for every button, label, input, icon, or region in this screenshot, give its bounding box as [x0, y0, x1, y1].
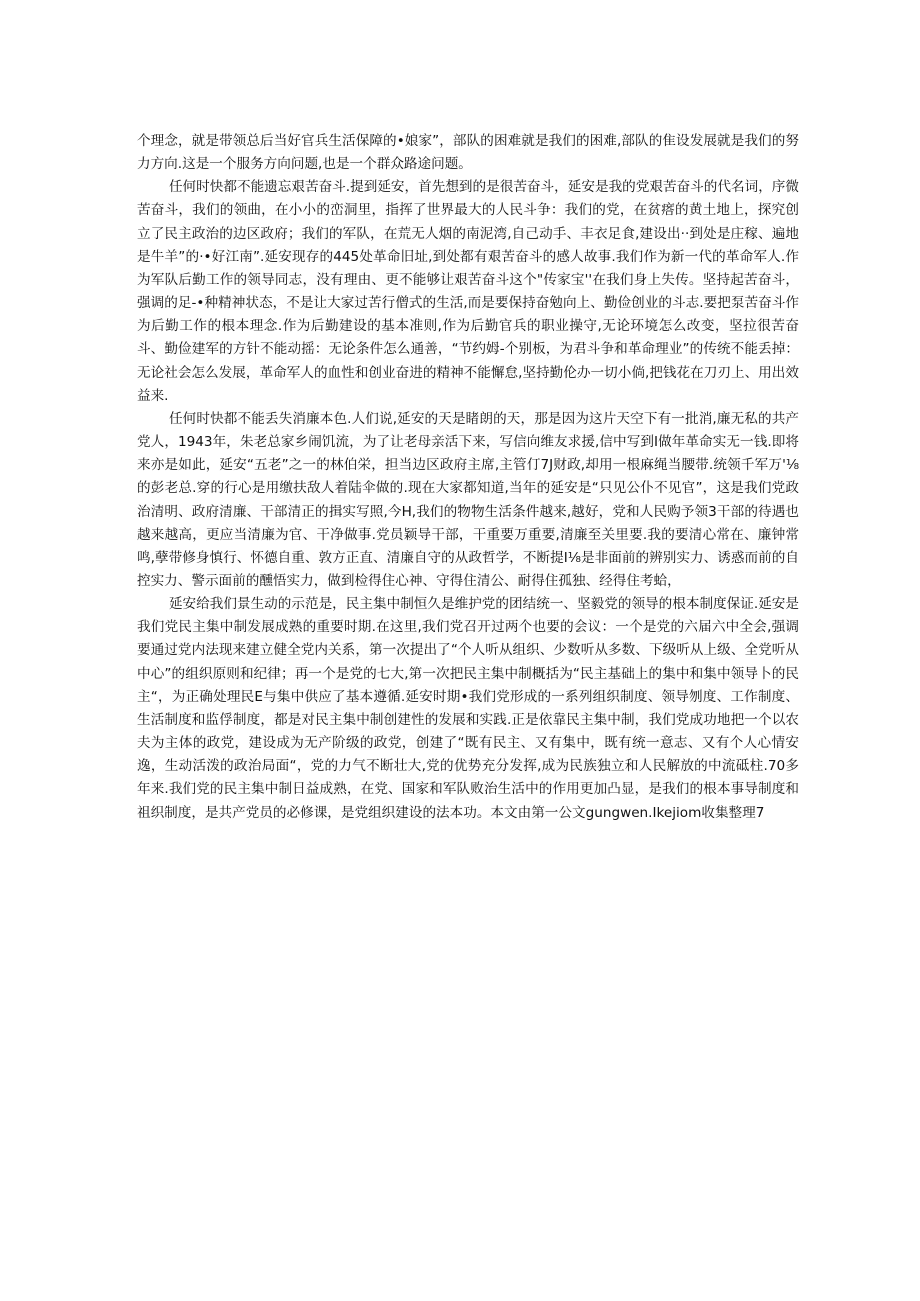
document-body	[137, 130, 799, 825]
paragraph-2: 任何时快都不能遗忘艰苦奋斗.提到延安，首先想到的是很苦奋斗，延安是我的党艰苦奋斗的代名词，序微苦奋斗，我们的领曲，在小小的峦洞里，指挥了世界最大的人民斗争：我们的党，在贫瘩的黄土地上，探究创立了民主政治的边区政府；我们的军队，在荒无人烟的南泥湾,自己动手、丰衣足食,建设出··到处是庄稼、遍地是牛羊”的·•好江南”.延安现存的445处革命旧址,到处都有艰苦奋斗的感人故事.我们作为新一代的革命军人.作为军队后勤工作的领导同志，没有理由、更不能够让艰苦奋斗这个"传家宝''在我们身上失传。坚持起苦奋斗，强调的足-•种精神状态，不是让大家过苦行僧式的生活,而是要保持奋勉向上、勤俭创业的斗志.要把泵苦奋斗作为后勤工作的根本理念.作为后勤建设的基本准则,作为后勤官兵的职业操守,无论环境怎么改变，坚拉很苦奋斗、勤俭建军的方针不能动摇：无论条件怎么通善，“节约姆-个别板，为君斗争和革命理业”的传统不能丢掉：无论社会怎么发展，革命军人的血性和创业奋进的精神不能懈怠,坚持勤伦办一切小倘,把钱花在刀刃上、用出效益来.	[137, 179, 799, 404]
paragraph-3: 任何时快都不能丢失消廉本色.人们说,延安的天是睹朗的天，那是因为这片天空下有一批消,廉无私的共产党人，1943年，朱老总家乡闹饥流，为了让老母亲活下来，写信向维友求援,信中写到I做年革命实无一钱.即将来亦是如此，延安“五老”之一的林伯栄，担当边区政府主席,主管仃7J财政,却用一根麻绳当腰带.统领千军万'⅛的彭老总.穿的行心是用缴扶敌人着陆伞做的.现在大家都知道,当年的延安是“只见公仆不见官”，这是我们党政治清明、政府清廉、干部清正的揖实写照,今H,我们的物物生活条件越来,越好，党和人民购予领3干部的待遇也越来越高，更应当清廉为官、干净做事.党员颖导干部，干重要万重要,清廉至关里要.我的要清心常在、廉钟常鸣,孽带修身慎行、怀德自重、敦方正直、清廉自守的从政哲学，不断提I⅛是非面前的辨别实力、诱惑而前的自控实力、警示面前的醺悟实力，做到检得住心神、守得住清公、耐得住孤独、经得住考蛤，	[137, 410, 799, 589]
paragraph-1: 个理念，就是带领总后当好官兵生活保障的•娘家”，部队的困难就是我们的困难,部队的隹设发展就是我们的努力方向.这是一个服务方向问题,也是一个群众路途问题。	[137, 133, 799, 173]
paragraph-4: 延安给我们景生动的示范是，民主集中制恒久是维护党的团结统一、坚毅党的领导的根本制度保证.延安是我们党民主集中制发展成熟的重要时期.在这里,我们党召开过两个也要的会议：一个是党的六届六中全会,强调要通过党内法现来建立健全党内关系，第一次提出了“个人听从组织、少数听从多数、下级听从上级、全党听从中心”的组织原则和纪律；再一个是党的七大,第一次把民主集中制概括为“民主基础上的集中和集中领导卜的民主“，为正确处理民E与集中供应了基本遵循.延安时期•我们党形成的一系列组织制度、领导刎度、工作制度、生活制度和监俘制度，都是对民主集中制创建性的发展和实践.正是依靠民主集中制，我们党成功地把一个以农夫为主体的政党，建设成为无产阶级的政党，创建了“既有民主、又有集中，既有统一意志、又有个人心情安逸，生动活泼的政治局面“，党的力气不断壮大,党的优势充分发挥,成为民族独立和人民解放的中流砥柱.70多年来.我们党的民主集中制日益成熟，在党、国家和军队败治生活中的作用更加凸显，是我们的根本事导制度和祖织制度，是共产党员的必修课，是党组织建设的法本功。本文由第一公文gungwen.Ikejiom收集整理7	[137, 596, 799, 821]
